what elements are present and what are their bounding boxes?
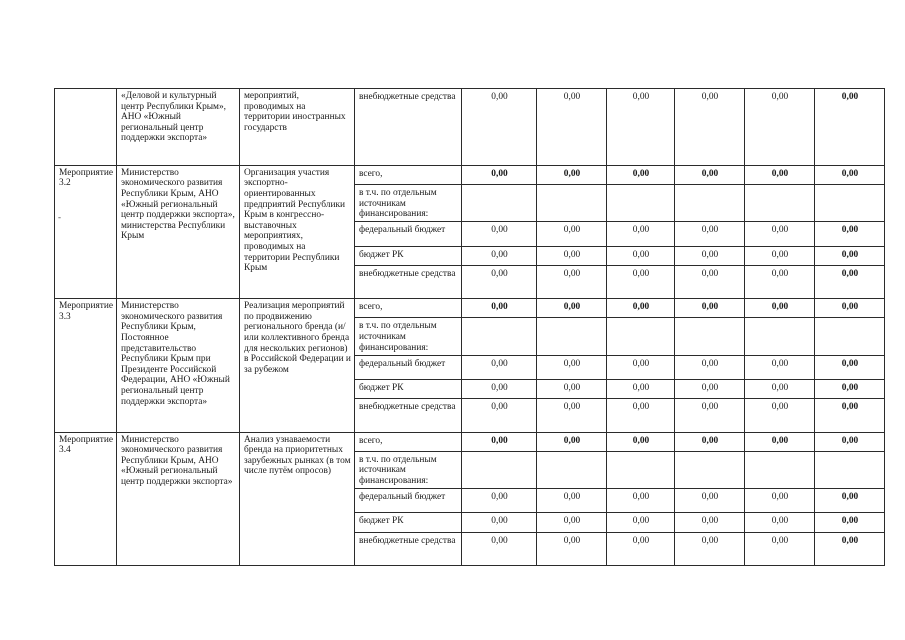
amount-cell: 0,00 [607, 399, 675, 432]
amount-cell: 0,00 [675, 432, 745, 451]
amount-cell: 0,00 [675, 379, 745, 398]
amount-cell: 0,00 [815, 399, 885, 432]
amount-cell [462, 184, 537, 221]
amount-cell: 0,00 [815, 489, 885, 513]
amount-cell: 0,00 [537, 222, 607, 246]
amount-cell: 0,00 [462, 299, 537, 318]
amount-cell: 0,00 [462, 399, 537, 432]
amount-cell: 0,00 [745, 246, 815, 265]
amount-cell [607, 318, 675, 355]
amount-cell: 0,00 [675, 399, 745, 432]
table-row [55, 165, 885, 184]
amount-cell [745, 318, 815, 355]
amount-cell: 0,00 [462, 89, 537, 166]
amount-cell [675, 451, 745, 488]
amount-cell: 0,00 [607, 432, 675, 451]
margin-mark: - [58, 212, 61, 222]
funding-table [54, 88, 885, 566]
amount-cell: 0,00 [537, 265, 607, 298]
amount-cell: 0,00 [815, 355, 885, 379]
amount-cell: 0,00 [675, 532, 745, 565]
funding-source-cell: в т.ч. по отдельным источникам финансирования: [355, 184, 462, 221]
funding-source-cell: всего, [355, 165, 462, 184]
amount-cell: 0,00 [607, 165, 675, 184]
amount-cell: 0,00 [462, 489, 537, 513]
amount-cell [815, 318, 885, 355]
amount-cell [607, 451, 675, 488]
amount-cell [815, 184, 885, 221]
amount-cell: 0,00 [745, 222, 815, 246]
amount-cell: 0,00 [607, 489, 675, 513]
amount-cell: 0,00 [607, 89, 675, 166]
funding-source-cell: федеральный бюджет [355, 222, 462, 246]
amount-cell: 0,00 [462, 165, 537, 184]
amount-cell: 0,00 [815, 532, 885, 565]
amount-cell: 0,00 [675, 89, 745, 166]
amount-cell: 0,00 [537, 513, 607, 532]
amount-cell: 0,00 [675, 513, 745, 532]
amount-cell [745, 184, 815, 221]
funding-source-cell: внебюджетные средства [355, 89, 462, 166]
amount-cell: 0,00 [607, 222, 675, 246]
funding-source-cell: внебюджетные средства [355, 532, 462, 565]
amount-cell: 0,00 [745, 265, 815, 298]
amount-cell: 0,00 [815, 432, 885, 451]
amount-cell: 0,00 [675, 489, 745, 513]
executor-cell: Министерство экономического развития Республики Крым, АНО «Южный региональный центр поддержки экспорта», министерства Республики Крым [117, 165, 240, 298]
funding-table-body [55, 89, 885, 566]
description-cell: мероприятий, проводимых на территории иностранных государств [240, 89, 355, 166]
amount-cell [675, 318, 745, 355]
amount-cell: 0,00 [537, 89, 607, 166]
amount-cell: 0,00 [462, 222, 537, 246]
description-cell: Реализация мероприятий по продвижению регионального бренда (и/или коллективного бренда для нескольких регионов) в Российской Федерации и за рубежом [240, 299, 355, 432]
amount-cell: 0,00 [745, 432, 815, 451]
amount-cell [675, 184, 745, 221]
amount-cell [537, 184, 607, 221]
amount-cell: 0,00 [815, 299, 885, 318]
executor-cell: «Деловой и культурный центр Республики Крым», АНО «Южный региональный центр поддержки экспорта» [117, 89, 240, 166]
amount-cell [607, 184, 675, 221]
amount-cell: 0,00 [815, 513, 885, 532]
amount-cell: 0,00 [815, 246, 885, 265]
amount-cell: 0,00 [675, 265, 745, 298]
table-row [55, 299, 885, 318]
funding-source-cell: в т.ч. по отдельным источникам финансирования: [355, 451, 462, 488]
amount-cell: 0,00 [607, 265, 675, 298]
amount-cell: 0,00 [537, 355, 607, 379]
amount-cell: 0,00 [745, 89, 815, 166]
amount-cell: 0,00 [745, 399, 815, 432]
funding-source-cell: федеральный бюджет [355, 489, 462, 513]
amount-cell: 0,00 [462, 432, 537, 451]
amount-cell: 0,00 [607, 379, 675, 398]
amount-cell [537, 451, 607, 488]
amount-cell: 0,00 [815, 379, 885, 398]
funding-source-cell: федеральный бюджет [355, 355, 462, 379]
amount-cell: 0,00 [745, 379, 815, 398]
amount-cell: 0,00 [607, 299, 675, 318]
funding-source-cell: бюджет РК [355, 246, 462, 265]
table-row [55, 432, 885, 451]
amount-cell: 0,00 [537, 399, 607, 432]
amount-cell: 0,00 [607, 532, 675, 565]
amount-cell: 0,00 [607, 513, 675, 532]
amount-cell: 0,00 [675, 355, 745, 379]
amount-cell: 0,00 [462, 265, 537, 298]
amount-cell: 0,00 [815, 89, 885, 166]
amount-cell: 0,00 [745, 355, 815, 379]
amount-cell: 0,00 [537, 379, 607, 398]
description-cell: Анализ узнаваемости бренда на приоритетных зарубежных рынках (в том числе путём опросов) [240, 432, 355, 565]
funding-source-cell: внебюджетные средства [355, 399, 462, 432]
funding-table-page [54, 88, 884, 566]
funding-source-cell: всего, [355, 299, 462, 318]
amount-cell: 0,00 [537, 489, 607, 513]
executor-cell: Министерство экономического развития Республики Крым, АНО «Южный региональный центр поддержки экспорта» [117, 432, 240, 565]
amount-cell [537, 318, 607, 355]
amount-cell: 0,00 [745, 489, 815, 513]
amount-cell: 0,00 [745, 299, 815, 318]
measure-cell: Мероприятие 3.2 [55, 165, 117, 298]
amount-cell: 0,00 [462, 355, 537, 379]
amount-cell: 0,00 [462, 246, 537, 265]
amount-cell [462, 451, 537, 488]
measure-cell: Мероприятие 3.4 [55, 432, 117, 565]
funding-source-cell: бюджет РК [355, 513, 462, 532]
amount-cell: 0,00 [815, 265, 885, 298]
amount-cell: 0,00 [745, 532, 815, 565]
amount-cell: 0,00 [675, 165, 745, 184]
amount-cell: 0,00 [607, 355, 675, 379]
amount-cell: 0,00 [537, 532, 607, 565]
funding-source-cell: внебюджетные средства [355, 265, 462, 298]
funding-source-cell: в т.ч. по отдельным источникам финансирования: [355, 318, 462, 355]
amount-cell: 0,00 [537, 299, 607, 318]
amount-cell [745, 451, 815, 488]
amount-cell: 0,00 [537, 432, 607, 451]
funding-source-cell: бюджет РК [355, 379, 462, 398]
amount-cell: 0,00 [462, 513, 537, 532]
amount-cell: 0,00 [537, 246, 607, 265]
description-cell: Организация участия экспортно-ориентированных предприятий Республики Крым в конгрессно-выставочных мероприятиях, проводимых на территории Республики Крым [240, 165, 355, 298]
amount-cell [815, 451, 885, 488]
amount-cell: 0,00 [745, 165, 815, 184]
amount-cell [462, 318, 537, 355]
amount-cell: 0,00 [675, 299, 745, 318]
amount-cell: 0,00 [537, 165, 607, 184]
measure-cell [55, 89, 117, 166]
amount-cell: 0,00 [462, 532, 537, 565]
amount-cell: 0,00 [675, 222, 745, 246]
measure-cell: Мероприятие 3.3 [55, 299, 117, 432]
amount-cell: 0,00 [815, 222, 885, 246]
funding-source-cell: всего, [355, 432, 462, 451]
table-row [55, 89, 885, 166]
amount-cell: 0,00 [607, 246, 675, 265]
amount-cell: 0,00 [745, 513, 815, 532]
amount-cell: 0,00 [675, 246, 745, 265]
amount-cell: 0,00 [815, 165, 885, 184]
executor-cell: Министерство экономического развития Республики Крым, Постоянное представительство Республики Крым при Президенте Российской Федерации, АНО «Южный региональный центр поддержки экспорта» [117, 299, 240, 432]
amount-cell: 0,00 [462, 379, 537, 398]
